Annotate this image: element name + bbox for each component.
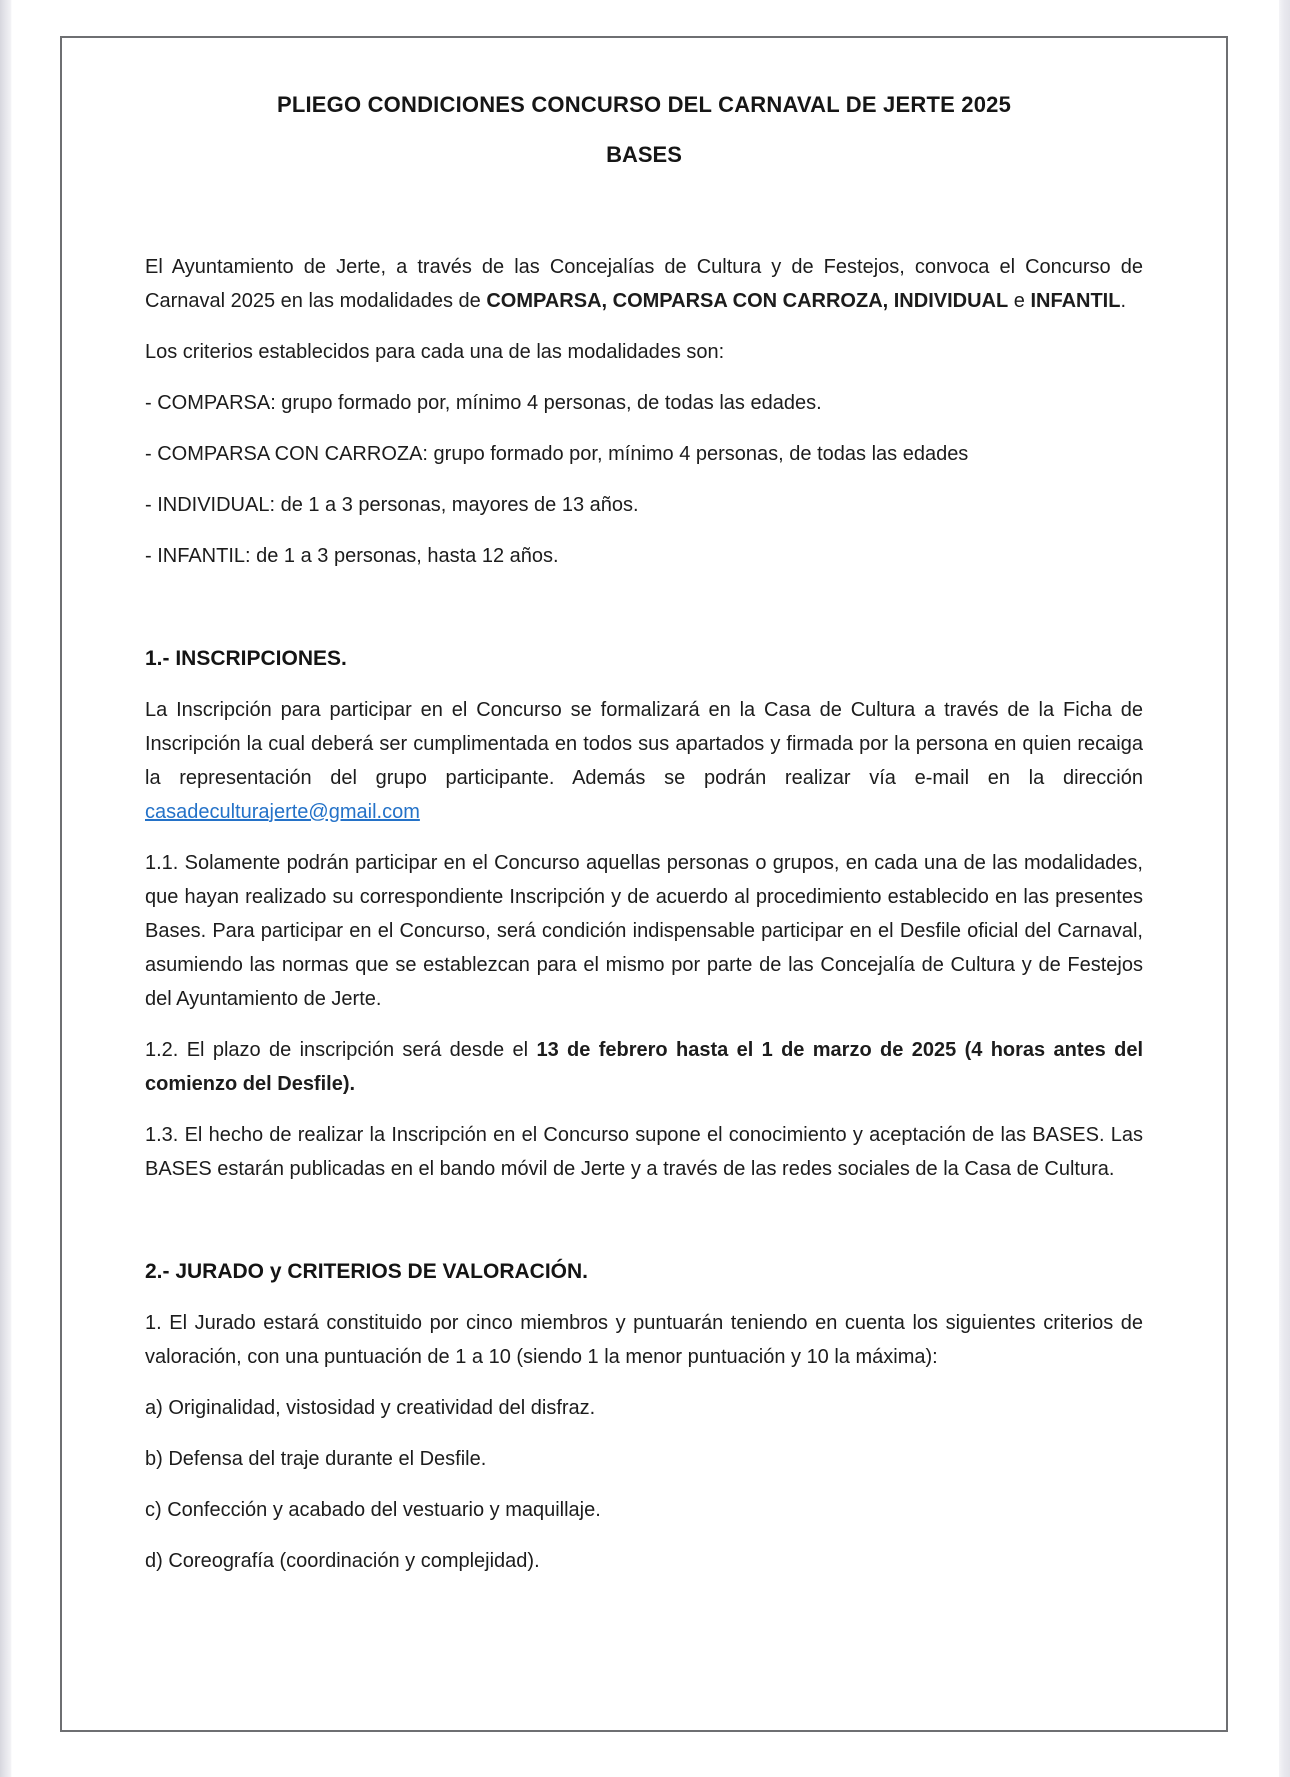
list-item-infantil: - INFANTIL: de 1 a 3 personas, hasta 12 años. [145,545,559,567]
paragraph-intro [145,250,1143,318]
paragraph-jurado: 1. El Jurado estará constituido por cinco miembros y puntuarán teniendo en cuenta los siguientes criterios de valoración, con una puntuación de 1 a 10 (siendo 1 la menor puntuación y 10 la máxima): [145,1312,1143,1368]
screen-edge-left [0,0,12,1777]
section2-heading: 2.- JURADO y CRITERIOS DE VALORACIÓN. [145,1260,588,1283]
text-run-bold: INFANTIL [1030,290,1121,312]
text-run: . [1120,290,1127,312]
text-run: El Ayuntamiento de Jerte, a través de las Concejalías de Cultura y de Festejos, convoca el Concurso de Carnaval 2025 en las modalidades de [145,256,1143,312]
text-run-bold: COMPARSA, COMPARSA CON CARROZA, INDIVIDUAL [486,290,1009,312]
document-content [62,38,1226,1578]
list-item-comparsa-carroza: - COMPARSA CON CARROZA: grupo formado por, mínimo 4 personas, de todas las edades [145,443,969,465]
document-page [60,36,1228,1732]
screen-edge-right [1279,0,1290,1777]
text-run: 1.2. El plazo de inscripción será desde el [145,1039,537,1061]
paragraph-1-2 [145,1033,1143,1101]
paragraph-criteria-intro: Los criterios establecidos para cada una de las modalidades son: [145,341,725,363]
paragraph-inscripcion [145,693,1143,829]
paragraph-1-1: 1.1. Solamente podrán participar en el Concurso aquellas personas o grupos, en cada una de las modalidades, que hayan realizado su correspondiente Inscripción y de acuerdo al procedimiento establecido en las presentes Bases. Para participar en el Concurso, será condición indispensable participar en el Desfile oficial del Carnaval, asumiendo las normas que se establezcan para el mismo por parte de las Concejalía de Cultura y de Festejos del Ayuntamiento de Jerte. [145,852,1143,1010]
list-item-comparsa: - COMPARSA: grupo formado por, mínimo 4 personas, de todas las edades. [145,392,822,414]
document-title: PLIEGO CONDICIONES CONCURSO DEL CARNAVAL DE JERTE 2025 [276,92,1012,117]
list-item-criterio-a: a) Originalidad, vistosidad y creatividad del disfraz. [145,1397,596,1419]
section1-heading: 1.- INSCRIPCIONES. [145,647,347,670]
list-item-individual: - INDIVIDUAL: de 1 a 3 personas, mayores de 13 años. [145,494,639,516]
document-subtitle: BASES [606,142,682,167]
text-run: La Inscripción para participar en el Concurso se formalizará en la Casa de Cultura a través de la Ficha de Inscripción la cual deberá ser cumplimentada en todos sus apartados y firmada por la persona en quien recaiga la representación del grupo participante. Además se podrán realizar vía e-mail en la dirección [145,699,1143,789]
text-run: e [1008,290,1031,312]
paragraph-1-3: 1.3. El hecho de realizar la Inscripción en el Concurso supone el conocimiento y aceptación de las BASES. Las BASES estarán publicadas en el bando móvil de Jerte y a través de las redes sociales de la Casa de Cultura. [145,1124,1143,1180]
list-item-criterio-c: c) Confección y acabado del vestuario y maquillaje. [145,1499,601,1521]
list-item-criterio-d: d) Coreografía (coordinación y complejidad). [145,1550,540,1572]
list-item-criterio-b: b) Defensa del traje durante el Desfile. [145,1448,487,1470]
text-run-bold: 13 de febrero hasta el 1 de marzo de 2025 (4 horas antes del comienzo del Desfile). [145,1039,1143,1095]
email-link[interactable]: casadeculturajerte@gmail.com [145,801,420,823]
